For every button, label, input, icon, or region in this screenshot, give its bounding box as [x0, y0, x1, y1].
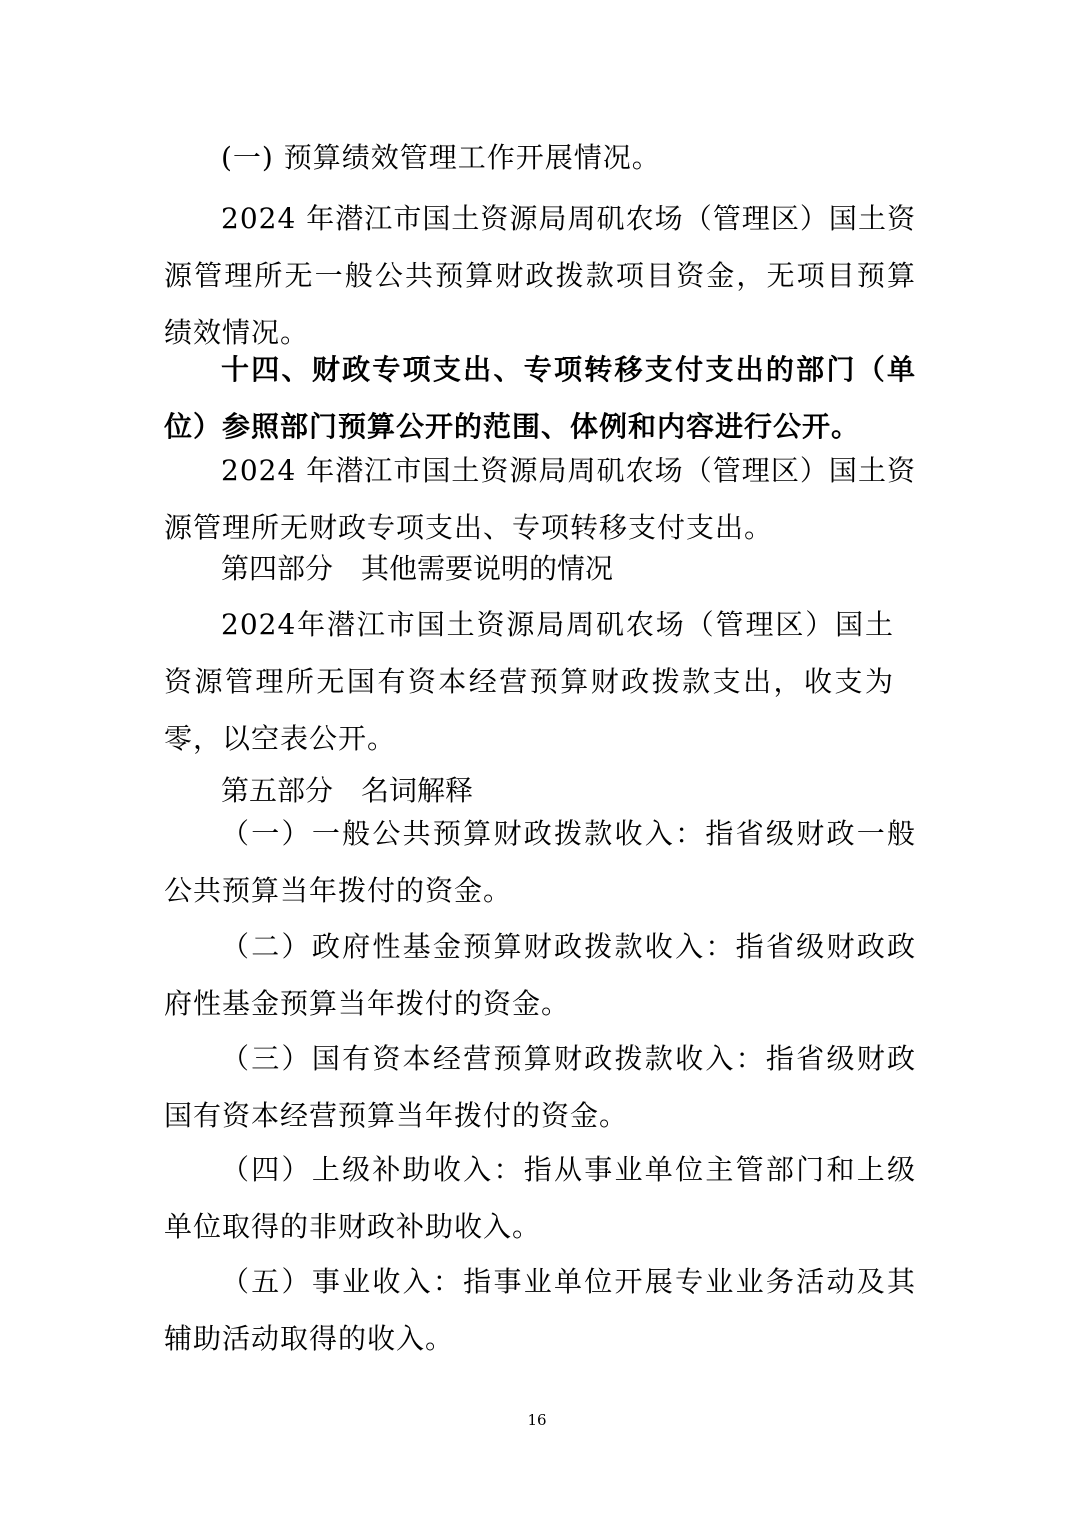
definition-item-5: （五）事业收入：指事业单位开展专业业务活动及其辅助活动取得的收入。 — [164, 1265, 916, 1355]
section-14-heading: 十四、财政专项支出、专项转移支付支出的部门（单位）参照部门预算公开的范围、体例和内容进行公开。 — [164, 353, 916, 443]
part-4-paragraph: 2024年潜江市国土资源局周矶农场（管理区）国土资源管理所无国有资本经营预算财政拨款支出，收支为零，以空表公开。 — [164, 608, 894, 755]
part-4-title: 第四部分 其他需要说明的情况 — [221, 552, 614, 585]
definition-item-2: （二）政府性基金预算财政拨款收入：指省级财政政府性基金预算当年拨付的资金。 — [164, 930, 916, 1020]
definition-item-4: （四）上级补助收入：指从事业单位主管部门和上级单位取得的非财政补助收入。 — [164, 1153, 916, 1243]
part-5-title: 第五部分 名词解释 — [221, 774, 474, 807]
performance-management-heading: (一) 预算绩效管理工作开展情况。 — [221, 141, 661, 174]
section-14-paragraph: 2024 年潜江市国土资源局周矶农场（管理区）国土资源管理所无财政专项支出、专项转移支付支出。 — [164, 454, 916, 544]
definition-item-3: （三）国有资本经营预算财政拨款收入：指省级财政国有资本经营预算当年拨付的资金。 — [164, 1042, 916, 1132]
page-number: 16 — [527, 1411, 547, 1429]
definition-item-1: （一）一般公共预算财政拨款收入：指省级财政一般公共预算当年拨付的资金。 — [164, 817, 916, 907]
performance-management-paragraph: 2024 年潜江市国土资源局周矶农场（管理区）国土资源管理所无一般公共预算财政拨款项目资金，无项目预算绩效情况。 — [164, 202, 916, 349]
